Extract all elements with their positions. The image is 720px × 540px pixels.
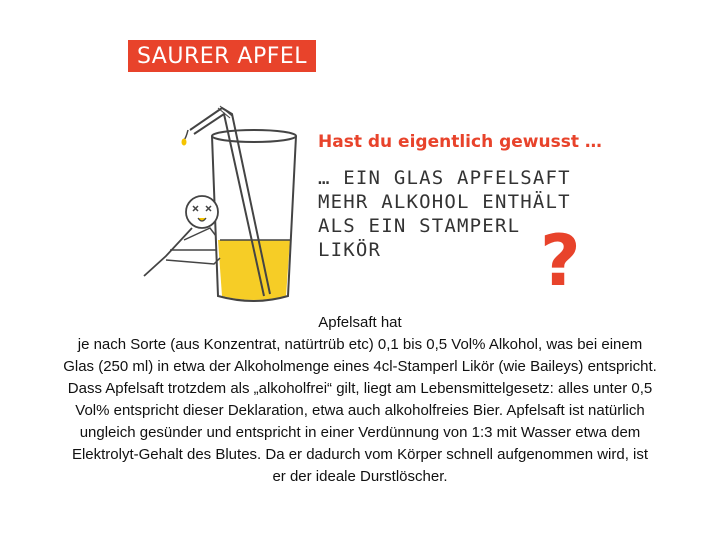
body-line: Glas (250 ml) in etwa der Alkoholmenge eines 4cl-Stamperl Likör (wie Baileys) entspricht. bbox=[63, 358, 657, 375]
body-line: Vol% entspricht dieser Deklaration, etwa auch alkoholfreies Bier. Apfelsaft ist natürlich bbox=[75, 402, 645, 419]
body-line: Apfelsaft hat bbox=[318, 314, 402, 331]
body-line: ungleich gesünder und entspricht in einer Verdünnung von 1:3 mit Wasser etwa dem bbox=[79, 424, 641, 441]
body-line: Elektrolyt-Gehalt des Blutes. Da er dadurch vom Körper schnell aufgenommen wird, ist bbox=[71, 446, 649, 463]
handwritten-line: MEHR ALKOHOL ENTHÄLT bbox=[318, 191, 571, 213]
handwritten-line: … EIN GLAS APFELSAFT bbox=[318, 167, 571, 189]
juice-drop bbox=[182, 139, 187, 146]
question-heading: Hast du eigentlich gewusst … bbox=[318, 132, 602, 152]
handwritten-line: ALS EIN STAMPERL bbox=[318, 215, 521, 237]
question-mark-icon: ? bbox=[540, 220, 581, 302]
body-line: je nach Sorte (aus Konzentrat, natürtrüb etc) 0,1 bis 0,5 Vol% Alkohol, was bei einem bbox=[77, 336, 643, 353]
stick-figure-head bbox=[186, 196, 218, 228]
body-line: Dass Apfelsaft trotzdem als „alkoholfrei“ gilt, liegt am Lebensmittelgesetz: alles unter 0,5 bbox=[67, 380, 653, 397]
body-line: er der ideale Durstlöscher. bbox=[272, 468, 448, 485]
body-paragraph bbox=[20, 312, 700, 488]
slide-title: SAURER APFEL bbox=[128, 40, 316, 72]
glass-rim bbox=[212, 130, 296, 142]
handwritten-line: LIKÖR bbox=[318, 239, 382, 261]
juice-glass-illustration bbox=[140, 100, 340, 310]
